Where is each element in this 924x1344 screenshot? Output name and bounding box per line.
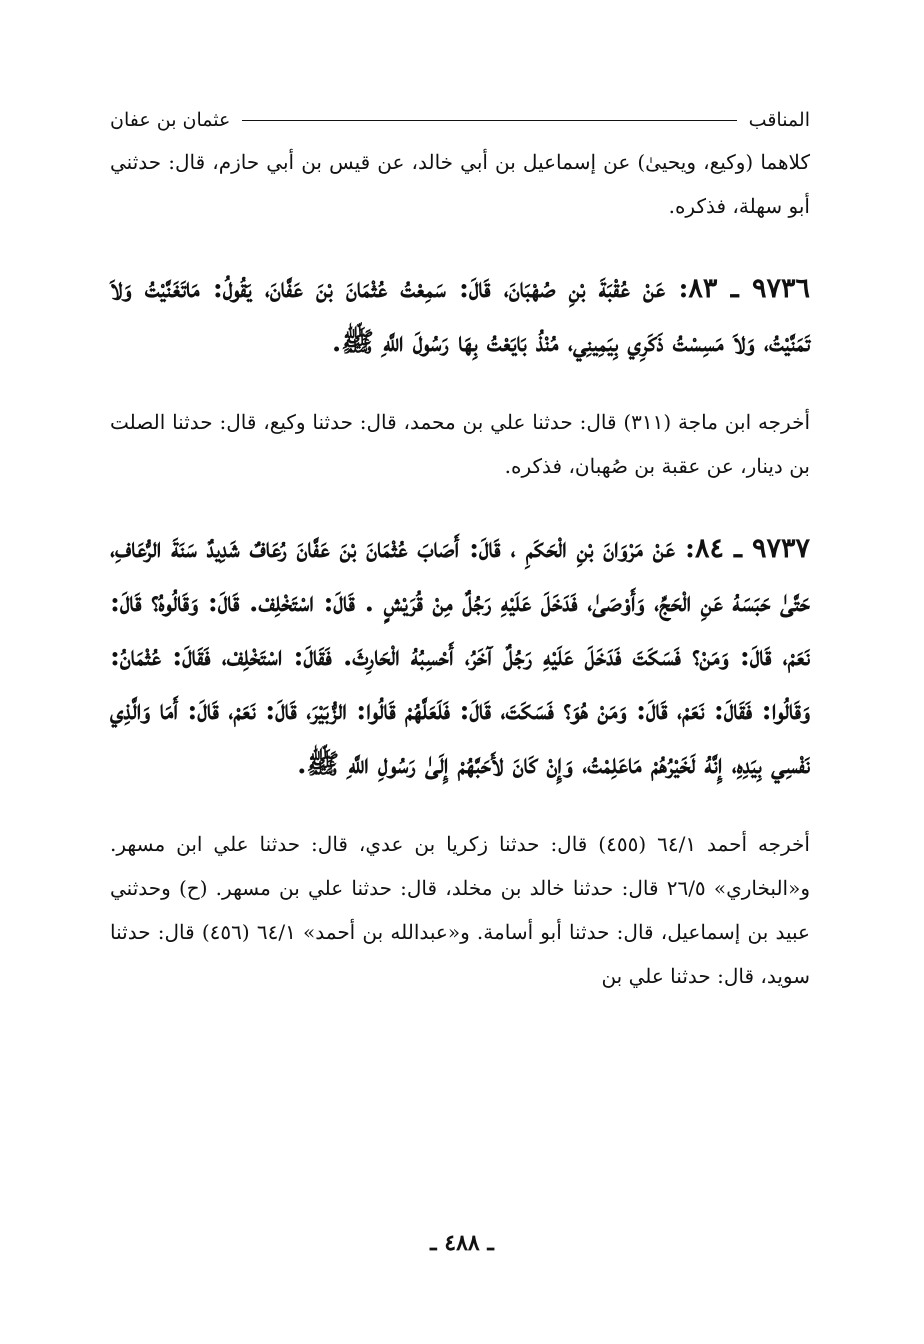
hadith-9737-number: ٩٧٣٧ ـ ٨٤: bbox=[684, 533, 810, 564]
header-rule bbox=[242, 120, 736, 121]
intro-text: كلاهما (وكيع، ويحيىٰ) عن إسماعيل بن أبي خالد، عن قيس بن أبي حازم، قال: حدثني أبو سهلة، فذكره. bbox=[110, 150, 810, 218]
hadith-9737-text: عَنْ مَرْوَانَ بْنِ الْحَكَمِ ، قَالَ: أَصَابَ عُثْمَانَ بْنَ عَفَّانَ رُعَافٌ شَدِيدٌ سَنَةَ الرُّعَافِ، حَتَّىٰ حَبَسَهُ عَنِ الْحَجِّ، وَأَوْصَىٰ، فَدَخَلَ عَلَيْهِ رَجُلٌ مِنْ قُرَيْشٍ . قَالَ: اسْتَخْلِفْ. قَالَ: وَقَالُوهُ؟ قَالَ: نَعَمْ، قَالَ: وَمَنْ؟ فَسَكَتَ فَدَخَلَ عَلَيْهِ رَجُلٌ آخَرُ، أَحْسِبُهُ الْحَارِثَ. فَقَالَ: اسْتَخْلِفْ، فَقَالَ: عُثْمَانُ: وَقَالُوا: فَقَالَ: نَعَمْ، قَالَ: وَمَنْ هُوَ؟ فَسَكَتَ، قَالَ: فَلَعَلَّهُمْ قَالُوا: الزُّبَيْرَ، قَالَ: نَعَمْ، قَالَ: أَمَا وَالَّذِي نَفْسِي بِيَدِهِ، إِنَّهُ لَخَيْرُهُمْ مَاعَلِمْتُ، وَإِنْ كَانَ لأَحَبَّهُمْ إِلَىٰ رَسُولِ اللَّهِ ﷺ. bbox=[110, 533, 810, 780]
intro-paragraph bbox=[110, 140, 810, 228]
takhrij-9736-text: أخرجه ابن ماجة (٣١١) قال: حدثنا علي بن محمد، قال: حدثنا وكيع، قال: حدثنا الصلت بن دينار، عن عقبة بن صُهبان، فذكره. bbox=[110, 410, 810, 478]
page-number: ـ ٤٨٨ ـ bbox=[430, 1230, 494, 1256]
header-section-title: عثمان بن عفان bbox=[110, 109, 231, 131]
hadith-9736 bbox=[110, 262, 810, 370]
hadith-9736-text: عَنْ عُقْبَةَ بْنِ صُهْبَانَ، قَالَ: سَمِعْتُ عُثْمَانَ بْنَ عَفَّانَ، يَقُولُ: مَاتَغَنَّيْتُ وَلاَ تَمَنَّيْتُ، وَلاَ مَسِسْتُ ذَكَرِي بِيَمِينِي، مُنْذُ بَايَعْتُ بِهَا رَسُولَ اللَّهِ ﷺ. bbox=[110, 273, 810, 358]
running-header bbox=[110, 100, 810, 140]
takhrij-9736 bbox=[110, 400, 810, 488]
header-chapter-title: المناقب bbox=[748, 109, 810, 131]
takhrij-9737-text: أخرجه أحمد ٦٤/١ (٤٥٥) قال: حدثنا زكريا بن عدي، قال: حدثنا علي ابن مسهر. و«البخاري» ٢٦/٥ قال: حدثنا خالد بن مخلد، قال: حدثنا علي بن مسهر. (ح) وحدثني عبيد بن إسماعيل، قال: حدثنا أبو أسامة. و«عبدالله بن أحمد» ٦٤/١ (٤٥٦) قال: حدثنا سويد، قال: حدثنا علي بن bbox=[110, 832, 810, 988]
hadith-9737 bbox=[110, 522, 810, 792]
takhrij-9737 bbox=[110, 822, 810, 998]
document-page bbox=[110, 100, 810, 998]
hadith-9736-number: ٩٧٣٦ ـ ٨٣: bbox=[678, 273, 810, 304]
